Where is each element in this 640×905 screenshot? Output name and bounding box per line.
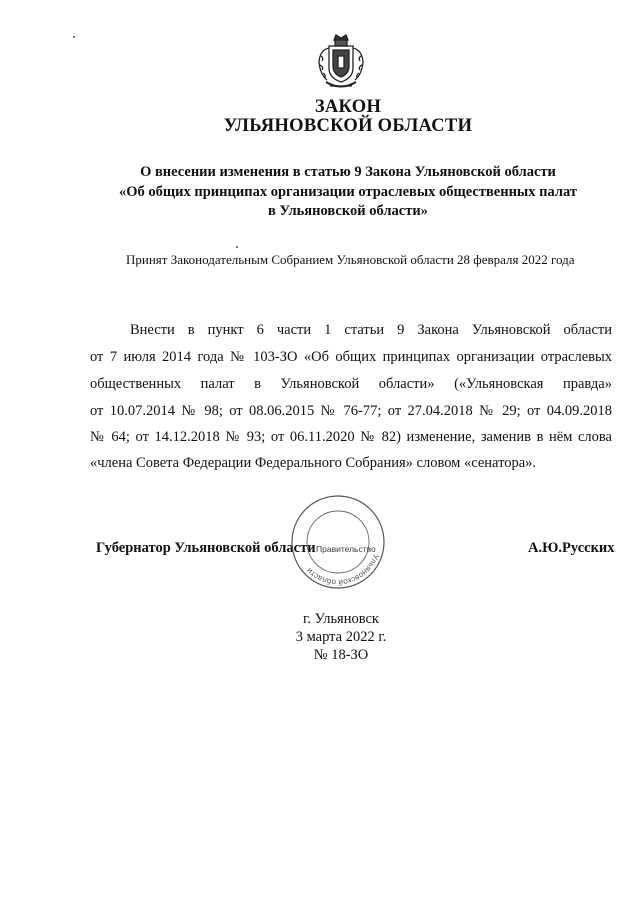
seal-ring-text: Ульяновской области [304, 553, 381, 588]
law-title-line1: ЗАКОН [314, 97, 382, 117]
seal-center-text: Правительство [316, 544, 376, 554]
body-line: «члена Совета Федерации Федерального Собрания» словом «сенатора». [90, 455, 537, 471]
governor-name: А.Ю.Русских [528, 540, 615, 556]
signing-date: 3 марта 2022 г. [295, 629, 387, 645]
body-line: от 10.07.2014 № 98; от 08.06.2015 № 76-77; от 27.04.2018 № 29; от 04.09.2018 [90, 403, 612, 419]
adoption-note: Принят Законодательным Собранием Ульяновской области 28 февраля 2022 года [126, 252, 575, 267]
law-title-line2: УЛЬЯНОВСКОЙ ОБЛАСТИ [223, 116, 473, 136]
coat-of-arms-icon [316, 34, 366, 94]
subject-line2: «Об общих принципах организации отраслевых общественных палат [119, 184, 577, 200]
body-line: № 64; от 14.12.2018 № 93; от 06.11.2020 № 82) изменение, заменив в нём слова [90, 429, 612, 445]
body-line: Внести в пункт 6 части 1 статьи 9 Закона Ульяновской области [130, 322, 612, 338]
scan-speck [236, 246, 238, 248]
subject-line3: в Ульяновской области» [268, 203, 428, 219]
scan-speck [73, 36, 75, 38]
body-line: общественных палат в Ульяновской области» («Ульяновская правда» [90, 376, 612, 392]
governor-title: Губернатор Ульяновской области [96, 540, 316, 556]
subject-line1: О внесении изменения в статью 9 Закона Ульяновской области [140, 164, 556, 180]
signing-city: г. Ульяновск [303, 611, 379, 627]
body-line: от 7 июля 2014 года № 103-ЗО «Об общих принципах организации отраслевых [90, 349, 612, 365]
official-seal-icon [290, 494, 386, 590]
law-number: № 18-ЗО [313, 647, 369, 663]
